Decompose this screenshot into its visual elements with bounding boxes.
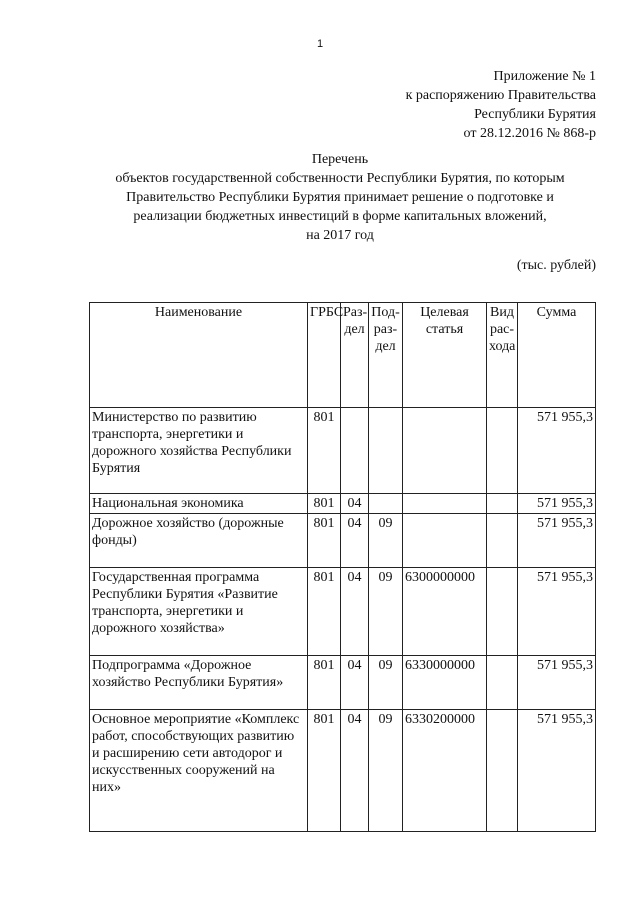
title-line: объектов государственной собственности Республики Бурятия, по которым <box>115 171 565 186</box>
objects-table <box>89 302 596 832</box>
header-sum: Сумма <box>518 303 596 408</box>
cell-target <box>403 514 487 568</box>
cell-target: 6330000000 <box>403 656 487 710</box>
cell-podrazdel: 09 <box>369 568 403 656</box>
header-vid: Вид рас-хода <box>487 303 518 408</box>
cell-target <box>403 408 487 494</box>
header-grbs: ГРБС <box>308 303 341 408</box>
cell-name: Государственная программа Республики Бурятия «Развитие транспорта, энергетики и дорожного хозяйства» <box>90 568 308 656</box>
cell-vid <box>487 408 518 494</box>
cell-name: Основное мероприятие «Комплекс работ, способствующих развитию и расширению сети автодорог и искусственных сооружений на них» <box>90 710 308 832</box>
title-line: Правительство Республики Бурятия принимает решение о подготовке и <box>126 190 554 205</box>
cell-sum: 571 955,3 <box>518 408 596 494</box>
cell-target: 6330200000 <box>403 710 487 832</box>
cell-name: Подпрограмма «Дорожное хозяйство Республики Бурятия» <box>90 656 308 710</box>
cell-razdel: 04 <box>341 710 369 832</box>
header-name: Наименование <box>90 303 308 408</box>
cell-grbs: 801 <box>308 568 341 656</box>
cell-razdel: 04 <box>341 568 369 656</box>
cell-vid <box>487 514 518 568</box>
appendix-line: от 28.12.2016 № 868-р <box>463 126 596 141</box>
cell-vid <box>487 656 518 710</box>
page-number: 1 <box>316 38 324 50</box>
cell-razdel: 04 <box>341 494 369 514</box>
cell-target <box>403 494 487 514</box>
cell-name: Национальная экономика <box>90 494 308 514</box>
table-row <box>90 514 596 568</box>
table-row <box>90 408 596 494</box>
title-line: на 2017 год <box>306 228 374 243</box>
cell-name: Дорожное хозяйство (дорожные фонды) <box>90 514 308 568</box>
cell-grbs: 801 <box>308 710 341 832</box>
cell-podrazdel <box>369 494 403 514</box>
table-row <box>90 568 596 656</box>
cell-target: 6300000000 <box>403 568 487 656</box>
cell-vid <box>487 568 518 656</box>
header-podrazdel: Под-раз-дел <box>369 303 403 408</box>
cell-sum: 571 955,3 <box>518 656 596 710</box>
table-row <box>90 494 596 514</box>
cell-razdel: 04 <box>341 656 369 710</box>
cell-sum: 571 955,3 <box>518 710 596 832</box>
cell-podrazdel: 09 <box>369 710 403 832</box>
cell-podrazdel: 09 <box>369 514 403 568</box>
cell-razdel: 04 <box>341 514 369 568</box>
cell-sum: 571 955,3 <box>518 568 596 656</box>
title-line: Перечень <box>311 152 369 167</box>
cell-grbs: 801 <box>308 656 341 710</box>
table-header-row <box>90 303 596 408</box>
appendix-line: Республики Бурятия <box>474 107 596 122</box>
appendix-line: Приложение № 1 <box>493 69 596 84</box>
cell-razdel <box>341 408 369 494</box>
appendix-header <box>406 67 596 143</box>
table-row <box>90 710 596 832</box>
units-label: (тыс. рублей) <box>516 258 596 273</box>
cell-sum: 571 955,3 <box>518 514 596 568</box>
cell-vid <box>487 710 518 832</box>
table-row <box>90 656 596 710</box>
cell-sum: 571 955,3 <box>518 494 596 514</box>
title-line: реализации бюджетных инвестиций в форме капитальных вложений, <box>133 209 547 224</box>
header-target: Целевая статья <box>403 303 487 408</box>
cell-grbs: 801 <box>308 514 341 568</box>
cell-podrazdel: 09 <box>369 656 403 710</box>
cell-name: Министерство по развитию транспорта, энергетики и дорожного хозяйства Республики Бурятия <box>90 408 308 494</box>
document-title <box>60 150 620 245</box>
header-razdel: Раз-дел <box>341 303 369 408</box>
cell-vid <box>487 494 518 514</box>
cell-podrazdel <box>369 408 403 494</box>
cell-grbs: 801 <box>308 408 341 494</box>
appendix-line: к распоряжению Правительства <box>405 88 596 103</box>
cell-grbs: 801 <box>308 494 341 514</box>
